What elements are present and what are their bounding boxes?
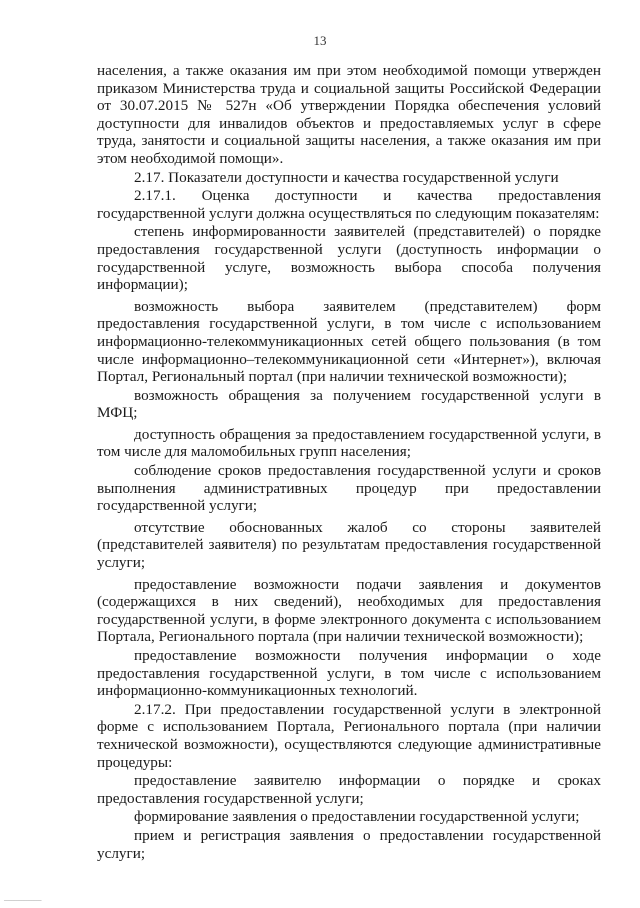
section-heading-2-17: 2.17. Показатели доступности и качества государственной услуги [134, 168, 559, 186]
list-item-deadlines: соблюдение сроков предоставления государственной услуги и сроков выполнения административных процедур при предоставлении государственной услуги; [97, 462, 601, 515]
list-item-accessibility: доступность обращения за предоставлением государственной услуги, в том числе для маломобильных групп населения; [97, 425, 601, 461]
list-item-mfc: возможность обращения за получением государственной услуги в МФЦ; [97, 386, 601, 422]
list-item-informing: степень информированности заявителей (представителей) о порядке предоставления государственной услуги (доступность информации о государственной услуге, возможность выбора способа получения информации); [97, 223, 601, 294]
list-item-electronic-submission: предоставление возможности подачи заявления и документов (содержащихся в них сведений), необходимых для предоставления государственной услуги, в форме электронного документа с использованием Портала, Регионального портала (при наличии технической возможности); [97, 575, 601, 646]
paragraph-2-17-1: 2.17.1. Оценка доступности и качества предоставления государственной услуги должна осуществляться по следующим показателям: [97, 187, 601, 222]
list-item-form-choice: возможность выбора заявителем (представителем) форм предоставления государственной услуги, в том числе с использованием информационно-телекоммуникационных сетей общего пользования (в том числе информационно–телекоммуникационной сети «Интернет»), включая Портал, Региональный портал (при наличии технической возможности); [97, 297, 601, 386]
list-item-complaints: отсутствие обоснованных жалоб со стороны заявителей (представителей заявителя) по результатам предоставления государственной услуги; [97, 518, 601, 572]
document-body [97, 62, 601, 862]
paragraph-2-17-2: 2.17.2. При предоставлении государственной услуги в электронной форме с использованием Портала, Регионального портала (при наличии технической возможности), осуществляются следующие административные процедуры: [97, 700, 601, 771]
scan-footer-mark: _______________ [4, 895, 42, 901]
list-item-info-procedure: предоставление заявителю информации о порядке и сроках предоставления государственной услуги; [97, 772, 601, 807]
page-number: 13 [313, 33, 327, 48]
list-item-registration: прием и регистрация заявления о предоставлении государственной услуги; [97, 826, 601, 862]
paragraph-continuation: населения, а также оказания им при этом необходимой помощи утвержден приказом Министерства труда и социальной защиты Российской Федерации от 30.07.2015 № 527н «Об утверждении Порядка обеспечения условий доступности для инвалидов объектов и предоставляемых услуг в сфере труда, занятости и социальной защиты населения, а также оказания им при этом необходимой помощи». [97, 62, 601, 167]
list-item-progress-info: предоставление возможности получения информации о ходе предоставления государственной услуги, в том числе с использованием информационно-коммуникационных технологий. [97, 647, 601, 700]
list-item-application-forming: формирование заявления о предоставлении государственной услуги; [134, 808, 580, 826]
